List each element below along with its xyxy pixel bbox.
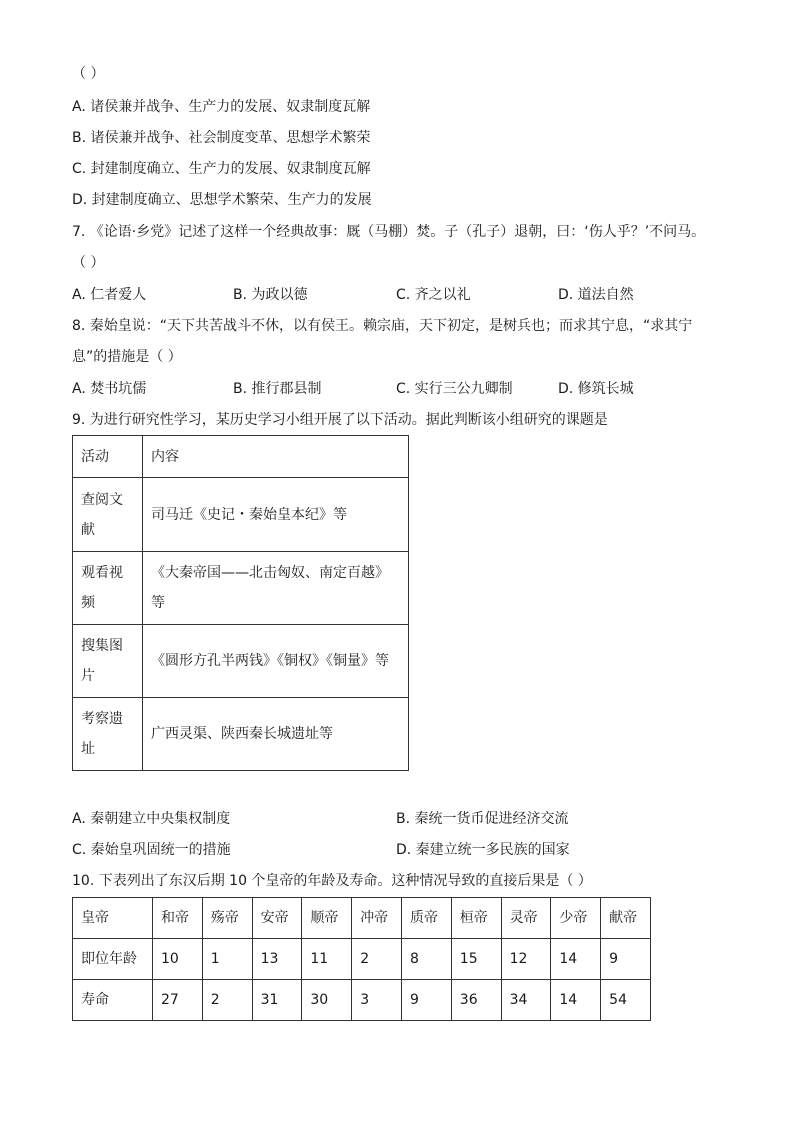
table-cell: 顺帝 — [302, 898, 352, 939]
table-cell: 36 — [451, 980, 501, 1021]
table-cell: 2 — [202, 980, 252, 1021]
table-cell: 34 — [501, 980, 551, 1021]
table-cell: 献帝 — [601, 898, 651, 939]
table-cell: 查阅文 献 — [73, 478, 143, 552]
table-cell: 27 — [153, 980, 203, 1021]
table-cell: 少帝 — [551, 898, 601, 939]
q7-option-b: B. 为政以德 — [233, 287, 308, 303]
table-cell: 54 — [601, 980, 651, 1021]
table-row — [73, 436, 409, 478]
row-label: 寿命 — [73, 980, 153, 1021]
q7-option-a: A. 仁者爱人 — [72, 287, 147, 303]
q10-emperor-table — [72, 897, 651, 1021]
table-cell: 9 — [601, 939, 651, 980]
table-cell: 桓帝 — [451, 898, 501, 939]
q9-option-c: C. 秦始皇巩固统一的措施 — [72, 842, 231, 858]
table-cell: 《圆形方孔半两钱》《铜权》《铜量》等 — [143, 625, 409, 698]
q8-option-a: A. 焚书坑儒 — [72, 381, 147, 397]
table-cell: 质帝 — [401, 898, 451, 939]
table-cell: 冲帝 — [352, 898, 402, 939]
table-cell: 观看视 频 — [73, 552, 143, 625]
table-cell: 11 — [302, 939, 352, 980]
q6-option-a: A. 诸侯兼并战争、生产力的发展、奴隶制度瓦解 — [72, 99, 371, 115]
q8-option-b: B. 推行郡县制 — [233, 381, 322, 397]
table-cell: 殇帝 — [202, 898, 252, 939]
q9-stem: 9. 为进行研究性学习，某历史学习小组开展了以下活动。据此判断该小组研究的课题是 — [72, 412, 608, 428]
table-cell: 10 — [153, 939, 203, 980]
table-cell: 30 — [302, 980, 352, 1021]
table-cell: 《大秦帝国——北击匈奴、南定百越》 等 — [143, 552, 409, 625]
table-cell: 司马迁《史记・秦始皇本纪》等 — [143, 478, 409, 552]
row-label: 皇帝 — [73, 898, 153, 939]
q7-stem: 7. 《论语·乡党》记述了这样一个经典故事：厩（马棚）焚。子（孔子）退朝，曰：‘伤人乎？’不问马。 — [72, 224, 706, 240]
table-cell: 3 — [352, 980, 402, 1021]
table-cell: 15 — [451, 939, 501, 980]
table-cell: 9 — [401, 980, 451, 1021]
table-cell: 13 — [252, 939, 302, 980]
table-cell: 1 — [202, 939, 252, 980]
q8-stem-line1: 8. 秦始皇说：“天下共苦战斗不休，以有侯王。赖宗庙，天下初定，是树兵也；而求其宁息，“求其宁 — [72, 318, 693, 334]
q7-option-d: D. 道法自然 — [558, 287, 634, 303]
table-row — [73, 980, 651, 1021]
table-cell: 8 — [401, 939, 451, 980]
q7-option-c: C. 齐之以礼 — [396, 287, 471, 303]
q9-option-b: B. 秦统一货币促进经济交流 — [396, 811, 569, 827]
q8-option-d: D. 修筑长城 — [558, 381, 634, 397]
table-cell: 广西灵渠、陕西秦长城遗址等 — [143, 698, 409, 771]
table-cell: 考察遗 址 — [73, 698, 143, 771]
table-cell: 安帝 — [252, 898, 302, 939]
q6-option-c: C. 封建制度确立、生产力的发展、奴隶制度瓦解 — [72, 161, 371, 177]
table-row — [73, 625, 409, 698]
table-row — [73, 939, 651, 980]
table-row — [73, 552, 409, 625]
q9-option-a: A. 秦朝建立中央集权制度 — [72, 811, 231, 827]
q7-stem-tail: （ ） — [72, 255, 105, 271]
table-row — [73, 478, 409, 552]
table-cell: 灵帝 — [501, 898, 551, 939]
q8-stem-line2: 息”的措施是（ ） — [72, 349, 182, 365]
table-row — [73, 698, 409, 771]
table-header-cell: 活动 — [73, 436, 143, 478]
table-row — [73, 898, 651, 939]
table-cell: 14 — [551, 939, 601, 980]
table-header-cell: 内容 — [143, 436, 409, 478]
q9-activity-table — [72, 435, 409, 771]
table-cell: 和帝 — [153, 898, 203, 939]
table-cell: 搜集图 片 — [73, 625, 143, 698]
q8-option-c: C. 实行三公九卿制 — [396, 381, 513, 397]
q6-option-b: B. 诸侯兼并战争、社会制度变革、思想学术繁荣 — [72, 130, 371, 146]
table-cell: 2 — [352, 939, 402, 980]
q6-stem-tail: （ ） — [72, 66, 105, 82]
q10-stem: 10. 下表列出了东汉后期 10 个皇帝的年龄及寿命。这种情况导致的直接后果是（ ） — [72, 873, 592, 889]
q9-option-d: D. 秦建立统一多民族的国家 — [396, 842, 570, 858]
table-cell: 31 — [252, 980, 302, 1021]
q6-option-d: D. 封建制度确立、思想学术繁荣、生产力的发展 — [72, 192, 372, 208]
row-label: 即位年龄 — [73, 939, 153, 980]
table-cell: 14 — [551, 980, 601, 1021]
table-cell: 12 — [501, 939, 551, 980]
